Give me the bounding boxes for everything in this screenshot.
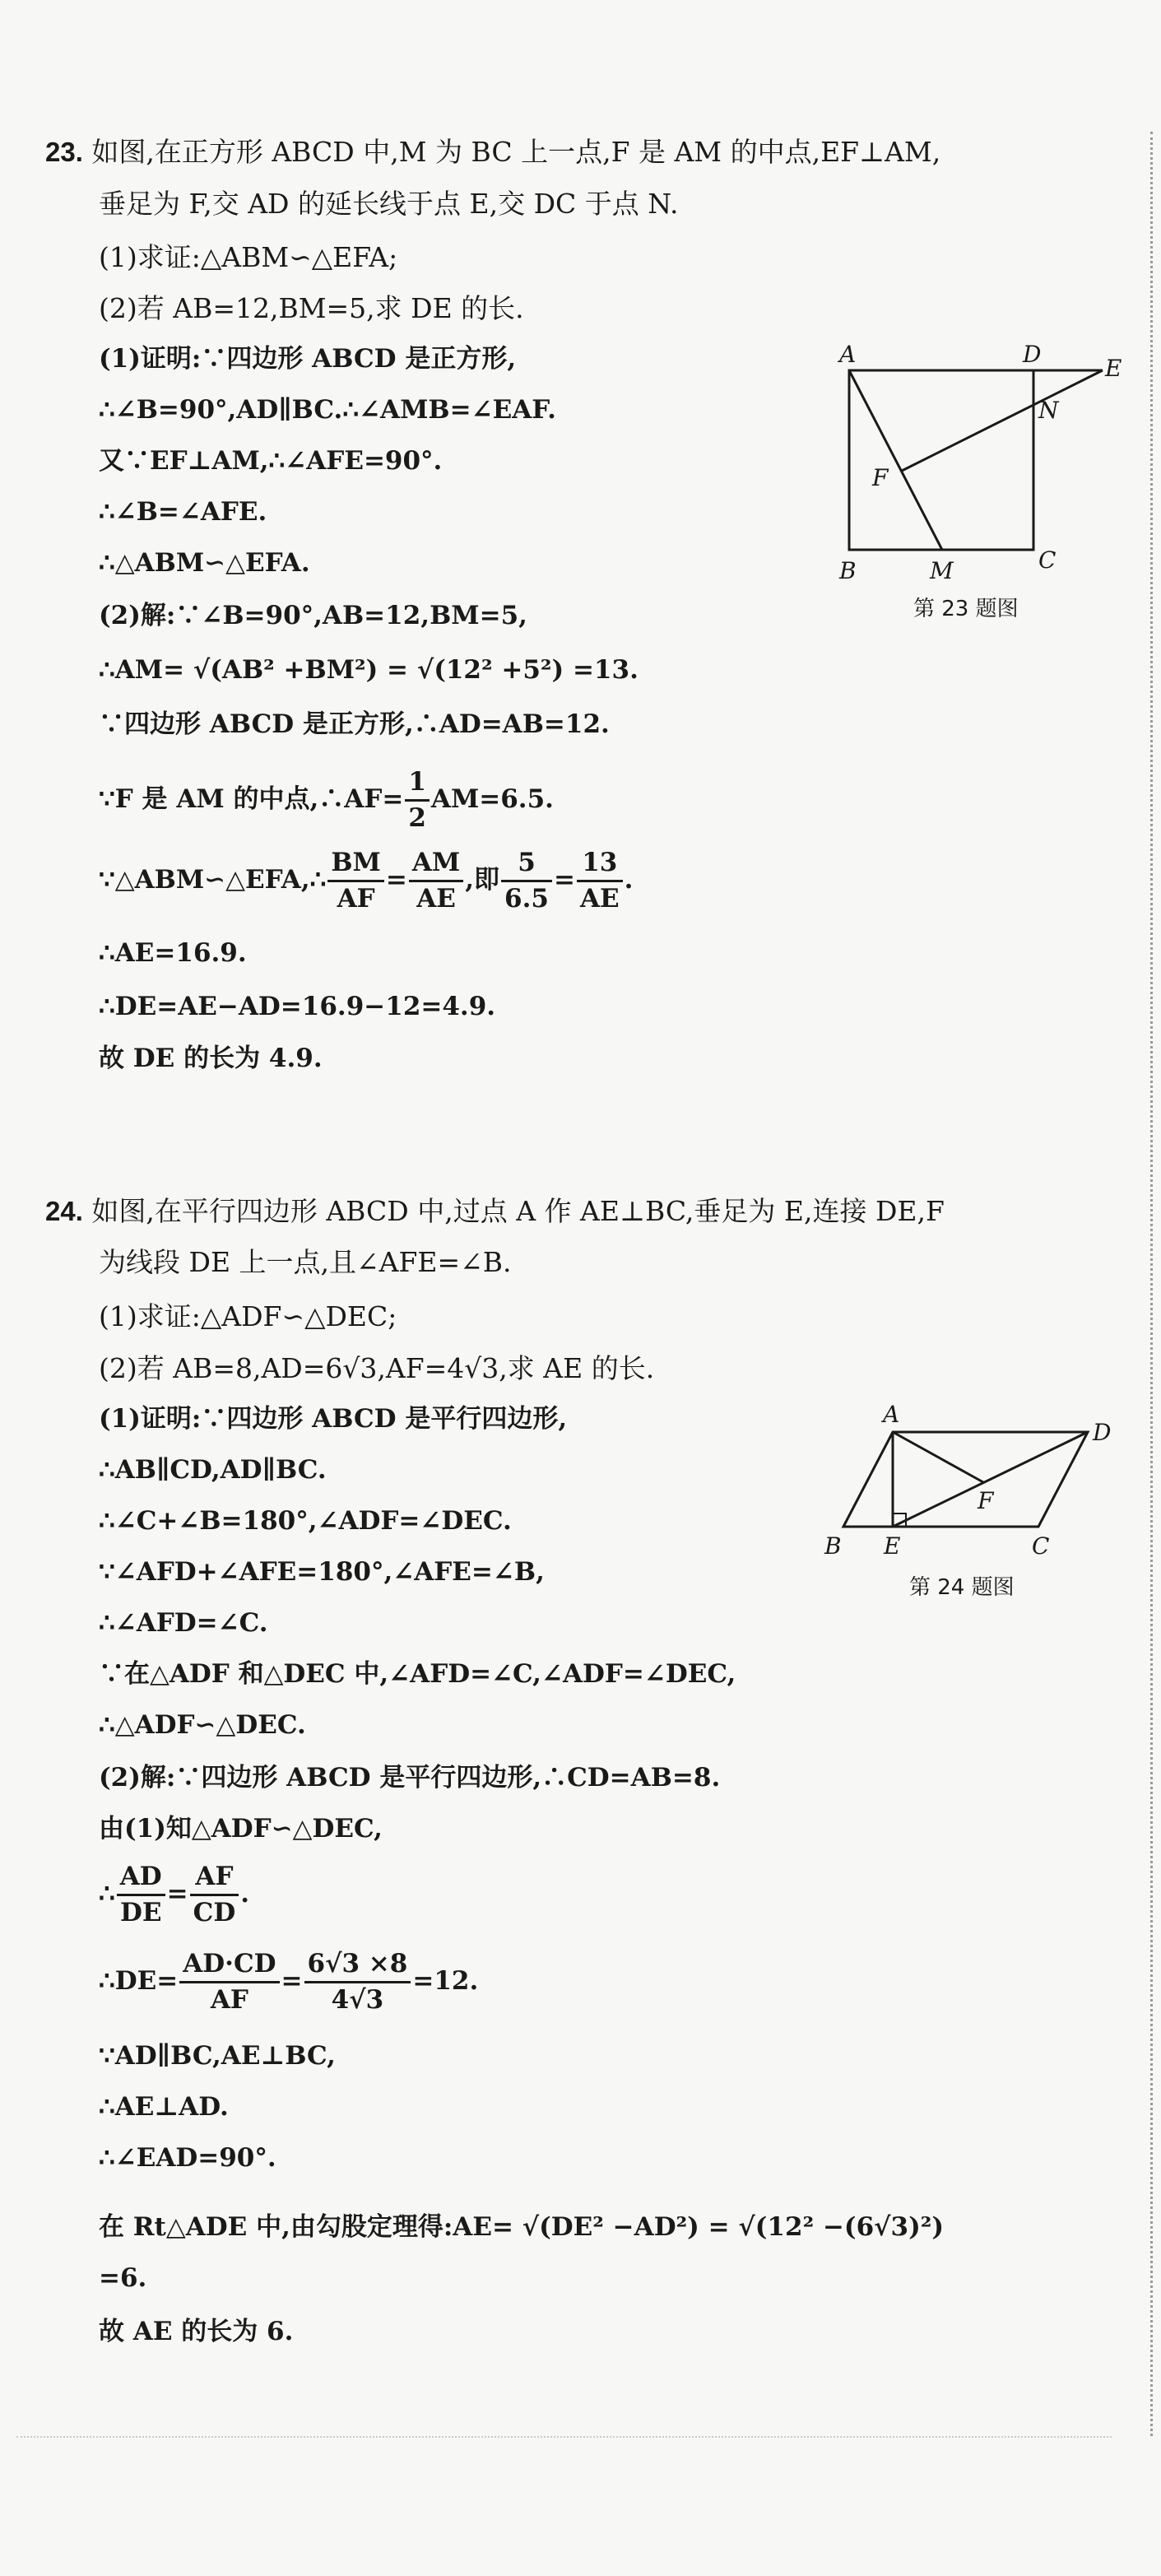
- p23-s10-fraction-2: [409, 848, 463, 914]
- p24-solution-line-12: ∵AD∥BC,AE⊥BC,: [99, 2041, 336, 2071]
- p23-s10-eq-1: =: [385, 865, 407, 895]
- p24-solution-line-8: (2)解:∵四边形 ABCD 是平行四边形,∴CD=AB=8.: [99, 1763, 721, 1793]
- p24-solution-line-2: ∴AB∥CD,AD∥BC.: [99, 1455, 327, 1485]
- p24-solution-line-3: ∴∠C+∠B=180°,∠ADF=∠DEC.: [99, 1506, 512, 1536]
- p23-label-b: B: [839, 557, 857, 584]
- p23-label-n: N: [1038, 397, 1059, 424]
- p24-solution-line-13: ∴AE⊥AD.: [99, 2092, 229, 2122]
- p24-solution-line-11: [99, 1949, 478, 2016]
- p24-s10-f2-num: AF: [190, 1862, 239, 1896]
- p23-s10-f1-num: BM: [327, 848, 384, 882]
- p24-s10-f1-den: DE: [119, 1898, 162, 1928]
- p23-label-f: F: [872, 464, 889, 491]
- p23-figure-caption: 第 23 题图: [913, 597, 1019, 621]
- p24-solution-line-9: 由(1)知△ADF∽△DEC,: [99, 1814, 383, 1844]
- bottom-dotted-line: [16, 2436, 1112, 2438]
- p24-solution-line-17: 故 AE 的长为 6.: [99, 2317, 294, 2346]
- p23-solution-line-11: ∴AE=16.9.: [99, 938, 247, 968]
- p24-solution-line-6: ∵在△ADF 和△DEC 中,∠AFD=∠C,∠ADF=∠DEC,: [99, 1659, 736, 1689]
- p24-s11-end: =12.: [412, 1966, 479, 1997]
- p23-solution-line-2: ∴∠B=90°,AD∥BC.∴∠AMB=∠EAF.: [99, 395, 556, 425]
- p23-s10-eq-2: =: [553, 865, 575, 895]
- p23-solution-line-5: ∴△ABM∽△EFA.: [99, 548, 310, 578]
- p23-s10-f1-den: AF: [337, 884, 375, 914]
- p23-s10-fraction-1: [327, 848, 384, 914]
- p23-solution-line-3: 又∵EF⊥AM,∴∠AFE=90°.: [99, 446, 443, 476]
- p23-label-m: M: [930, 557, 954, 584]
- p24-s10-text: ∴: [99, 1879, 115, 1909]
- p24-s11-fraction-2: [304, 1949, 411, 2016]
- p24-solution-line-14: ∴∠EAD=90°.: [99, 2143, 276, 2173]
- p23-s9-tail: AM=6.5.: [430, 784, 554, 815]
- p23-s10-f2-den: AE: [416, 884, 456, 914]
- p24-solution-line-5: ∴∠AFD=∠C.: [99, 1608, 268, 1638]
- p24-s11-f1-den: AF: [210, 1985, 248, 2016]
- p23-s10-text: ∵△ABM∽△EFA,∴: [99, 865, 327, 895]
- p23-s10-mid: ,即: [465, 865, 500, 895]
- p24-label-c: C: [1032, 1532, 1050, 1560]
- p23-solution-line-10: [99, 848, 633, 914]
- p23-label-c: C: [1038, 546, 1057, 574]
- p23-label-e: E: [1105, 355, 1122, 382]
- p23-solution-line-6: (2)解:∵∠B=90°,AB=12,BM=5,: [99, 601, 527, 630]
- p24-label-d: D: [1093, 1419, 1112, 1446]
- p24-s11-f2-num: 6√3 ×8: [304, 1949, 411, 1983]
- p24-question-part-2: (2)若 AB=8,AD=6√3,AF=4√3,求 AE 的长.: [99, 1352, 655, 1384]
- p23-solution-line-8: ∵四边形 ABCD 是正方形,∴AD=AB=12.: [99, 709, 610, 739]
- p24-s10-f2-den: CD: [193, 1898, 236, 1928]
- p24-s10-f1-num: AD: [117, 1862, 165, 1896]
- p24-s10-eq: =: [166, 1879, 188, 1909]
- p23-label-a: A: [839, 341, 857, 368]
- p23-s10-f3-den: 6.5: [504, 884, 549, 914]
- p23-solution-line-12: ∴DE=AE−AD=16.9−12=4.9.: [99, 992, 496, 1021]
- p23-s10-f3-num: 5: [501, 848, 552, 882]
- p24-s11-f1-num: AD·CD: [179, 1949, 279, 1983]
- p23-square-abcd: [849, 370, 1033, 550]
- p23-number: 23.: [45, 137, 83, 167]
- p24-label-e: E: [884, 1532, 901, 1560]
- p24-parallelogram-abcd: [843, 1432, 1088, 1527]
- p24-number: 24.: [45, 1196, 83, 1226]
- p24-label-a: A: [883, 1401, 900, 1428]
- p23-label-d: D: [1023, 341, 1042, 368]
- p23-question-line-2: 垂足为 F,交 AD 的延长线于点 E,交 DC 于点 N.: [99, 188, 679, 220]
- p23-figure: [823, 329, 1152, 625]
- p24-s10-fraction-1: [117, 1862, 165, 1928]
- p23-s10-fraction-4: [577, 848, 623, 914]
- p23-question-line-1: [45, 136, 940, 169]
- p24-label-b: B: [824, 1532, 842, 1560]
- p24-label-f: F: [978, 1487, 994, 1514]
- p24-solution-line-1: (1)证明:∵四边形 ABCD 是平行四边形,: [99, 1404, 568, 1434]
- p23-s10-f2-num: AM: [409, 848, 463, 882]
- p24-s10-end: .: [240, 1879, 250, 1909]
- p23-s10-f4-den: AE: [579, 884, 620, 914]
- p23-s9-fraction: [405, 767, 430, 834]
- p23-s9-numerator: 1: [405, 767, 430, 802]
- p23-question-part-2: (2)若 AB=12,BM=5,求 DE 的长.: [99, 292, 524, 324]
- p24-figure-caption: 第 24 题图: [909, 1575, 1015, 1600]
- p24-s11-eq: =: [281, 1966, 303, 1997]
- p24-s11-text: ∴DE=: [99, 1966, 179, 1997]
- p24-question-line-2: 为线段 DE 上一点,且∠AFE=∠B.: [99, 1246, 512, 1278]
- p23-s9-text: ∵F 是 AM 的中点,∴AF=: [99, 784, 404, 815]
- p24-solution-line-15: 在 Rt△ADE 中,由勾股定理得:AE= √(DE² −AD²) = √(12² −(6√3)²): [99, 2212, 945, 2242]
- p23-solution-line-9: [99, 767, 554, 834]
- p24-question-text-1: 如图,在平行四边形 ABCD 中,过点 A 作 AE⊥BC,垂足为 E,连接 DE,F: [91, 1195, 945, 1227]
- p24-s10-fraction-2: [190, 1862, 239, 1928]
- p23-segment-am: [849, 370, 942, 550]
- p24-question-part-1: (1)求证:△ADF∽△DEC;: [99, 1300, 397, 1332]
- p24-solution-line-7: ∴△ADF∽△DEC.: [99, 1710, 306, 1740]
- p24-s11-f2-den: 4√3: [331, 1985, 384, 2016]
- p23-solution-line-4: ∴∠B=∠AFE.: [99, 497, 267, 527]
- p23-question-part-1: (1)求证:△ABM∽△EFA;: [99, 241, 398, 273]
- p24-solution-line-10: [99, 1862, 249, 1928]
- p24-s11-fraction-1: [179, 1949, 279, 2016]
- p24-solution-line-4: ∵∠AFD+∠AFE=180°,∠AFE=∠B,: [99, 1557, 545, 1587]
- p23-solution-line-7: ∴AM= √(AB² +BM²) = √(12² +5²) =13.: [99, 655, 639, 685]
- p23-solution-line-13: 故 DE 的长为 4.9.: [99, 1044, 323, 1073]
- p24-solution-line-16: =6.: [99, 2263, 147, 2293]
- p24-figure: [823, 1395, 1152, 1609]
- p23-segment-fe: [902, 370, 1103, 471]
- p24-question-line-1: [45, 1195, 945, 1228]
- p23-s10-end: .: [624, 865, 634, 895]
- p23-question-text-1: 如图,在正方形 ABCD 中,M 为 BC 上一点,F 是 AM 的中点,EF⊥AM,: [91, 136, 941, 168]
- p23-s10-f4-num: 13: [577, 848, 623, 882]
- p24-segment-af: [893, 1432, 983, 1482]
- p23-s9-denominator: 2: [408, 803, 426, 834]
- p23-solution-line-1: (1)证明:∵四边形 ABCD 是正方形,: [99, 344, 517, 374]
- p23-s10-fraction-3: [501, 848, 552, 914]
